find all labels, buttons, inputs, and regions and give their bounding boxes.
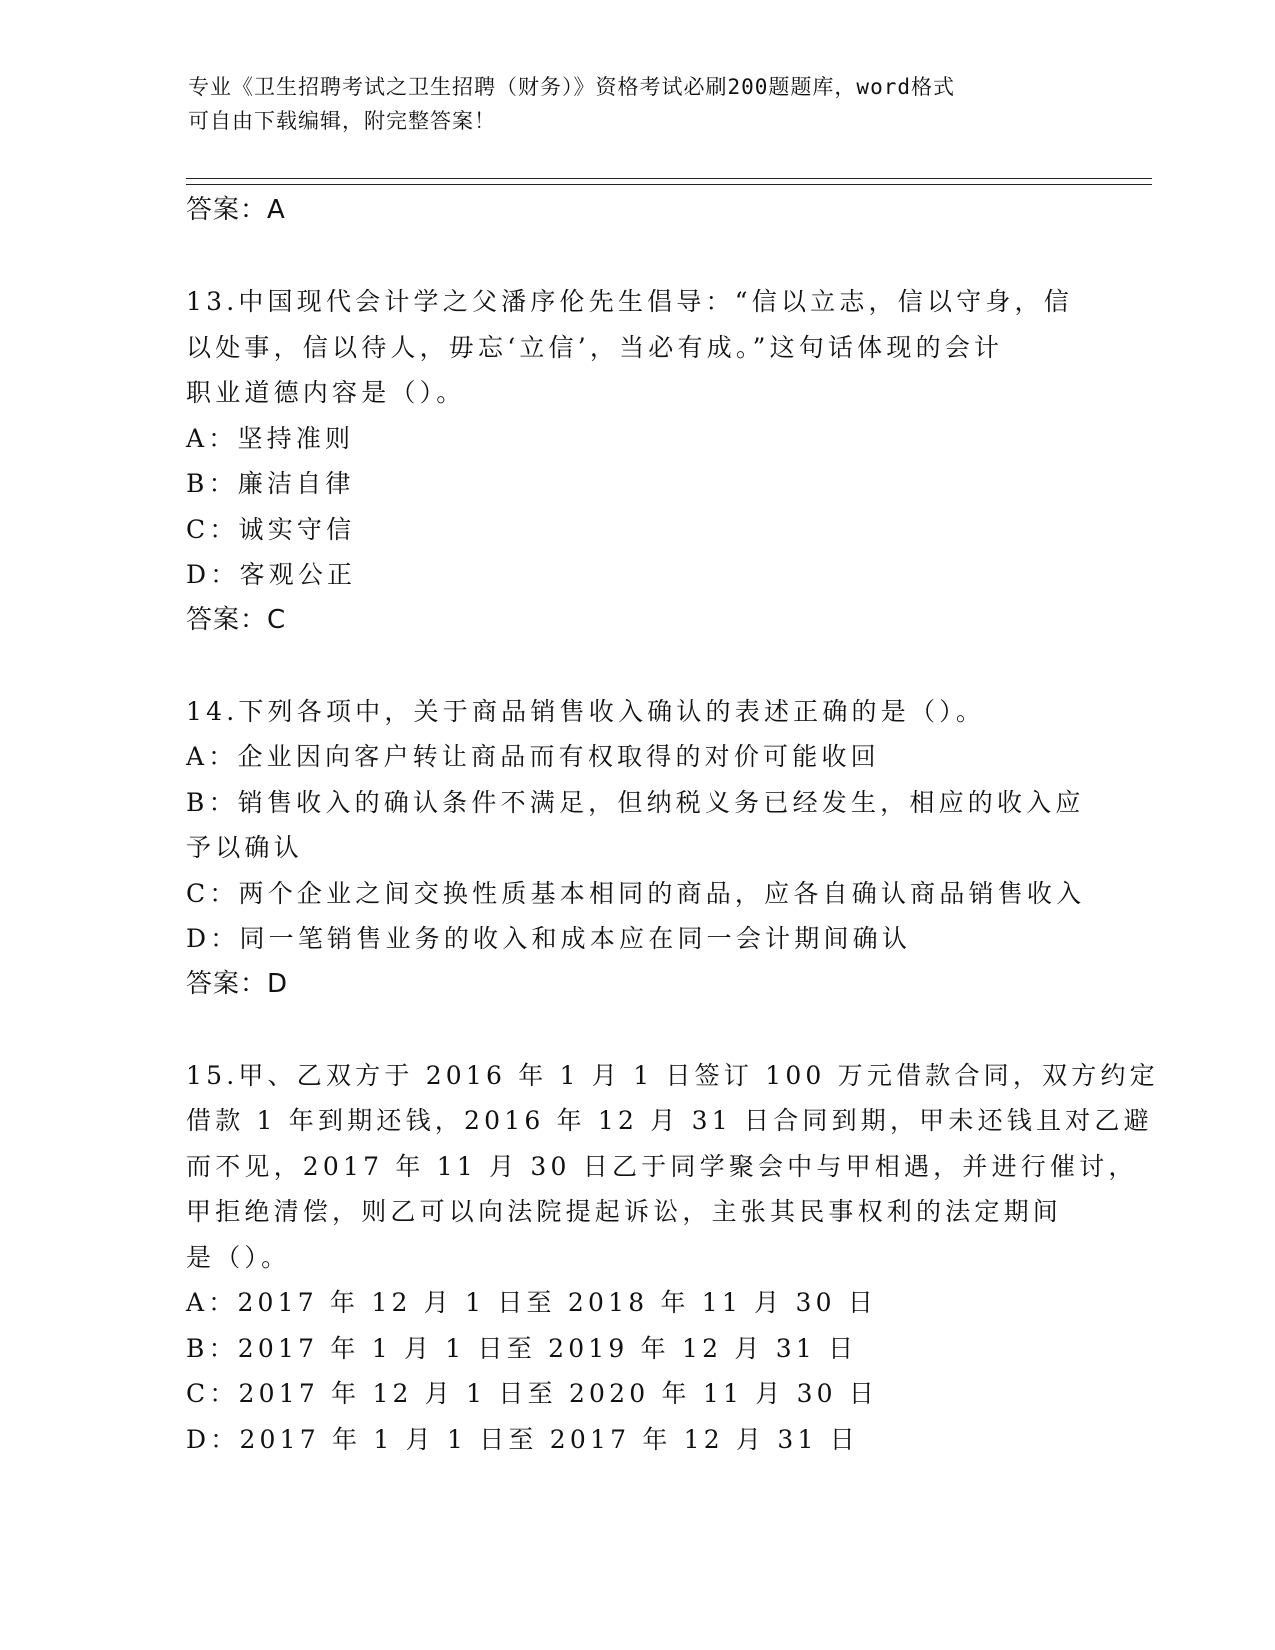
question-13	[186, 279, 1086, 643]
question-13-stem-line-2: 以处事，信以待人，毋忘‘立信’，当必有成。”这句话体现的会计	[186, 332, 1004, 362]
question-13-option-c: C：诚实守信	[186, 514, 356, 544]
answer-12: 答案：A	[186, 195, 286, 225]
question-15-stem-line-2: 借款 1 年到期还钱，2016 年 12 月 31 日合同到期，甲未还钱且对乙避	[186, 1106, 1153, 1135]
question-13-option-a: A：坚持准则	[186, 423, 355, 453]
question-14-option-a: A：企业因向客户转让商品而有权取得的对价可能收回	[186, 742, 880, 771]
question-13-stem-line-1: 13.中国现代会计学之父潘序伦先生倡导：“信以立志，信以守身，信	[186, 287, 1073, 316]
question-13-stem-line-3: 职业道德内容是（）。	[186, 378, 466, 407]
question-14	[186, 689, 1086, 1008]
question-14-option-c: C：两个企业之间交换性质基本相同的商品，应各自确认商品销售收入	[186, 878, 1086, 908]
document-body	[186, 188, 1159, 1462]
question-15-option-b: B：2017 年 1 月 1 日至 2019 年 12 月 31 日	[186, 1333, 858, 1363]
question-14-option-b-line-2: 予以确认	[186, 833, 303, 862]
question-15-option-a: A：2017 年 12 月 1 日至 2018 年 11 月 30 日	[186, 1288, 878, 1317]
question-13-option-b: B：廉洁自律	[186, 469, 355, 498]
question-14-option-d: D：同一笔销售业务的收入和成本应在同一会计期间确认	[186, 924, 912, 953]
header-divider-top	[186, 178, 1152, 179]
spacer	[186, 234, 1086, 280]
header-divider-bottom	[186, 184, 1152, 185]
spacer	[186, 1007, 1086, 1053]
header-line-1: 专业《卫生招聘考试之卫生招聘（财务）》资格考试必刷200题题库，word格式	[188, 75, 955, 99]
spacer	[186, 643, 1086, 689]
question-13-answer: 答案：C	[186, 604, 287, 635]
question-15	[186, 1053, 1159, 1463]
question-15-stem-line-1: 15.甲、乙双方于 2016 年 1 月 1 日签订 100 万元借款合同，双方约定	[186, 1060, 1159, 1090]
question-15-stem-line-4: 甲拒绝清偿，则乙可以向法院提起诉讼，主张其民事权利的法定期间	[186, 1197, 1063, 1226]
question-14-option-b-line-1: B：销售收入的确认条件不满足，但纳税义务已经发生，相应的收入应	[186, 787, 1085, 817]
question-15-option-d: D：2017 年 1 月 1 日至 2017 年 12 月 31 日	[186, 1424, 859, 1454]
question-15-stem-line-5: 是（）。	[186, 1242, 291, 1272]
question-15-option-c: C：2017 年 12 月 1 日至 2020 年 11 月 30 日	[186, 1379, 879, 1408]
question-14-answer: 答案：D	[186, 968, 289, 999]
question-13-option-d: D：客观公正	[186, 560, 357, 589]
question-15-stem-line-3: 而不见，2017 年 11 月 30 日乙于同学聚会中与甲相遇，并进行催讨，	[186, 1151, 1138, 1181]
question-14-stem-line-1: 14.下列各项中，关于商品销售收入确认的表述正确的是（）。	[186, 696, 986, 726]
header-line-2: 可自由下载编辑，附完整答案！	[188, 109, 496, 133]
document-header	[188, 70, 1088, 138]
